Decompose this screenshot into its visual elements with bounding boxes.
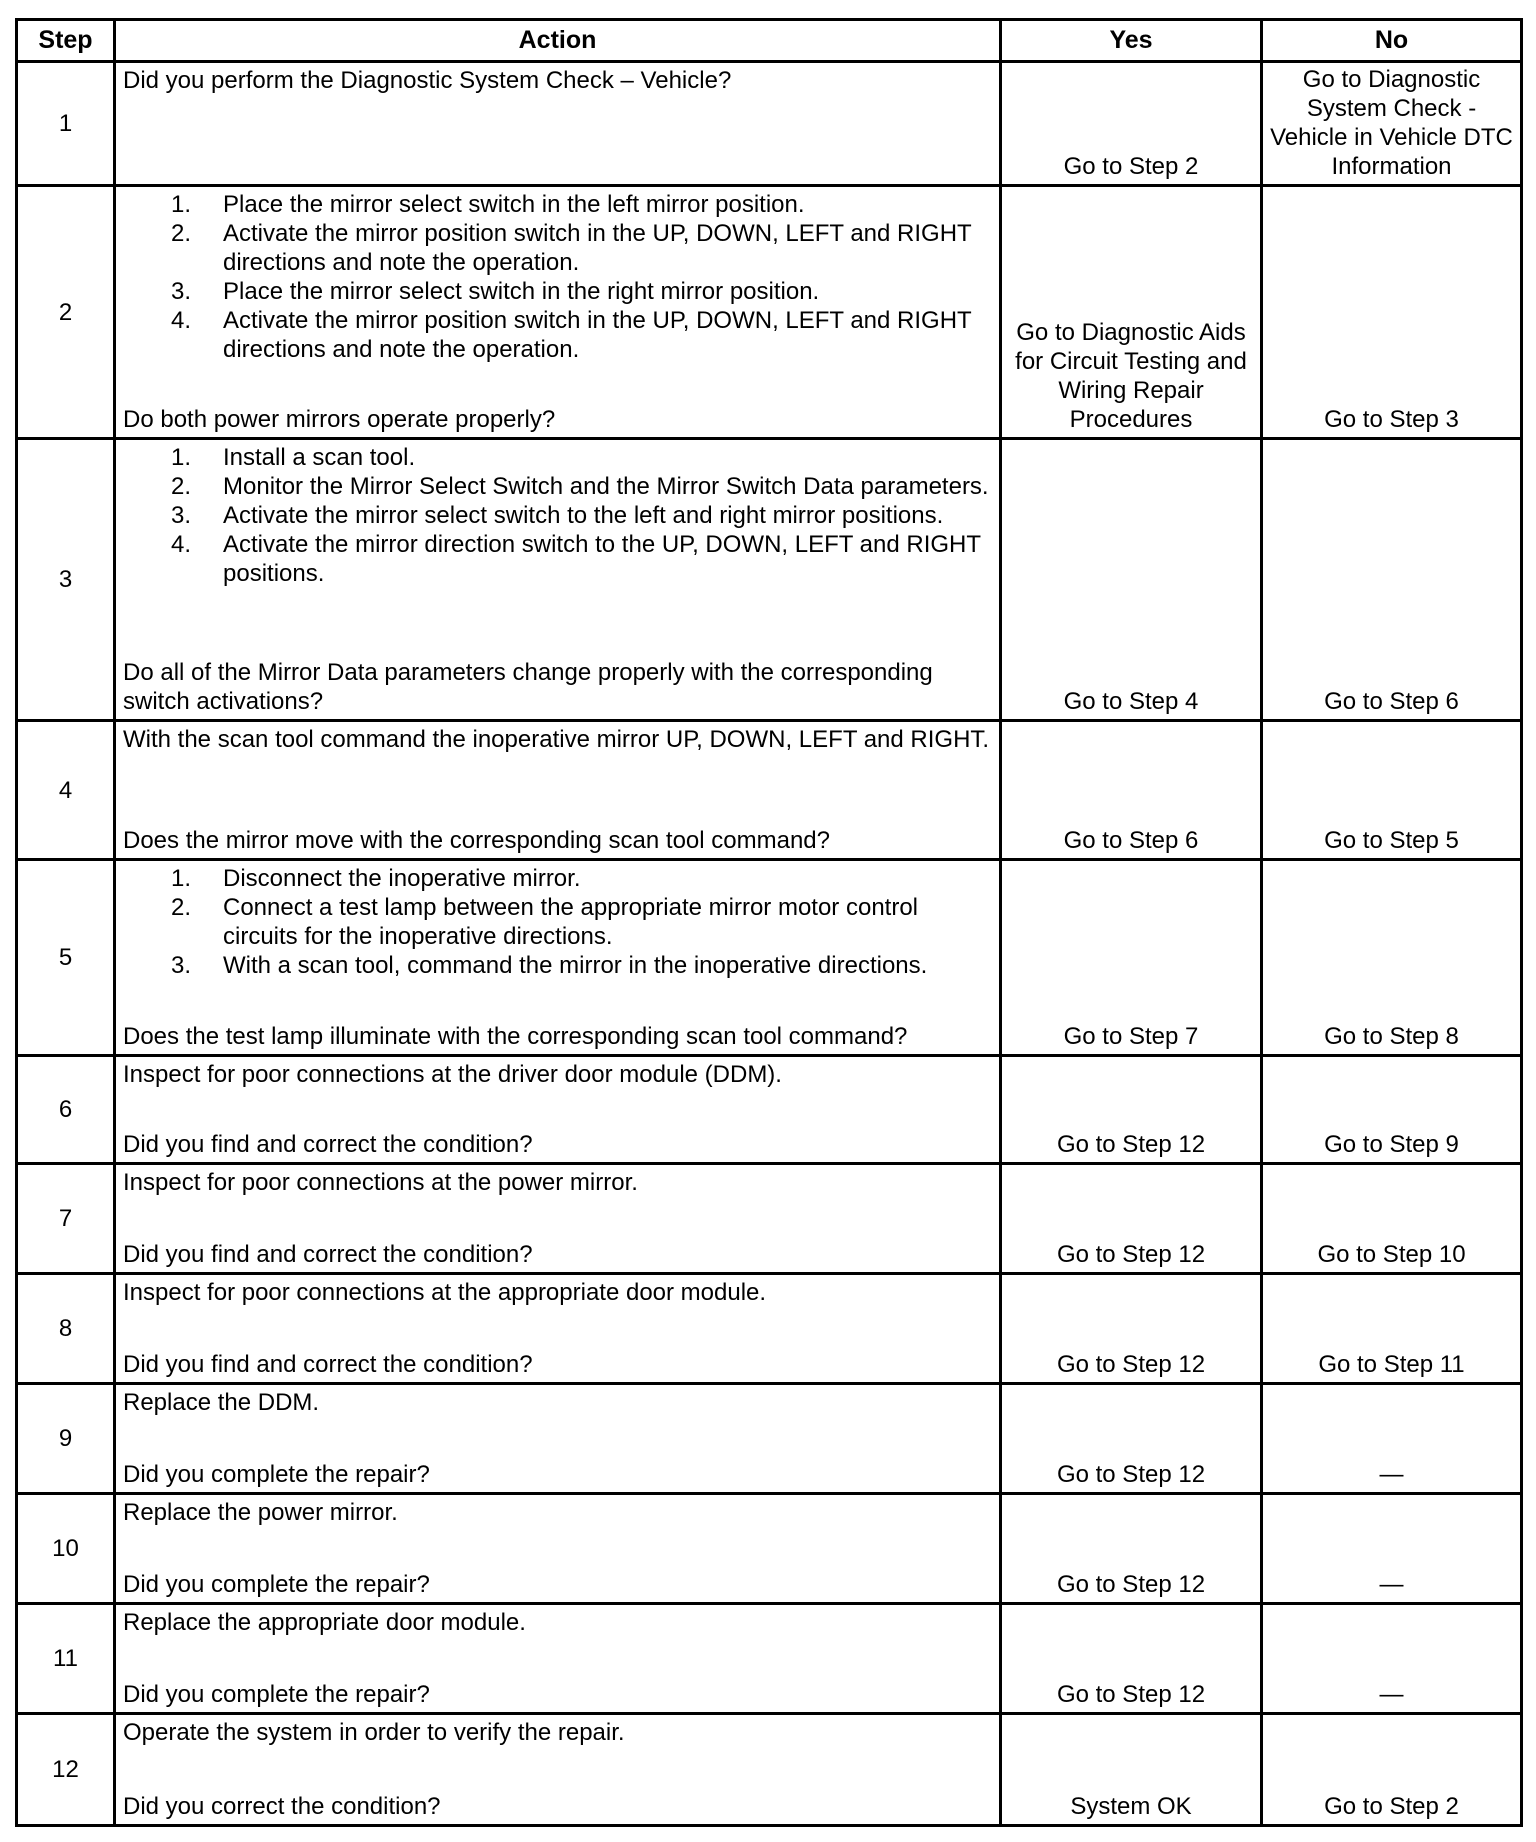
table-row xyxy=(17,439,1522,721)
action-question: Did you find and correct the condition? xyxy=(123,1351,533,1378)
yes-result: System OK xyxy=(1001,1714,1262,1826)
step-number: 5 xyxy=(17,860,115,1056)
list-item-number: 3. xyxy=(171,952,192,979)
list-item xyxy=(123,306,993,364)
action-cell xyxy=(115,1714,1001,1826)
action-cell xyxy=(115,860,1001,1056)
action-instructions xyxy=(123,1718,993,1747)
action-question: Did you correct the condition? xyxy=(123,1793,441,1820)
action-instructions xyxy=(123,190,993,364)
step-number: 8 xyxy=(17,1274,115,1384)
table-row xyxy=(17,1384,1522,1494)
action-step-list xyxy=(123,864,993,980)
table-body xyxy=(17,62,1522,1826)
no-result: — xyxy=(1262,1604,1522,1714)
list-item-number: 2. xyxy=(171,894,192,921)
list-item-number: 4. xyxy=(171,531,192,558)
yes-result: Go to Step 6 xyxy=(1001,721,1262,860)
step-number: 6 xyxy=(17,1056,115,1164)
action-question: Did you complete the repair? xyxy=(123,1571,430,1598)
list-item xyxy=(123,219,993,277)
yes-result: Go to Diagnostic Aids for Circuit Testing and Wiring Repair Procedures xyxy=(1001,186,1262,439)
action-cell xyxy=(115,1494,1001,1604)
list-item-text: Place the mirror select switch in the left mirror position. xyxy=(223,191,805,218)
no-result: Go to Step 10 xyxy=(1262,1164,1522,1274)
action-text: Inspect for poor connections at the power mirror. xyxy=(123,1169,638,1196)
list-item-text: Install a scan tool. xyxy=(223,444,416,471)
action-cell xyxy=(115,1604,1001,1714)
action-instructions xyxy=(123,1168,993,1197)
action-cell xyxy=(115,186,1001,439)
action-step-list xyxy=(123,190,993,364)
yes-result: Go to Step 4 xyxy=(1001,439,1262,721)
list-item xyxy=(123,864,993,893)
table-row xyxy=(17,1274,1522,1384)
action-question: Do both power mirrors operate properly? xyxy=(123,406,556,433)
list-item xyxy=(123,530,993,588)
list-item-text: Activate the mirror position switch in the UP, DOWN, LEFT and RIGHT directions and note the operation. xyxy=(223,307,972,363)
list-item-number: 3. xyxy=(171,278,192,305)
list-item-text: Activate the mirror direction switch to the UP, DOWN, LEFT and RIGHT positions. xyxy=(223,531,981,587)
action-instructions xyxy=(123,1498,993,1527)
action-question: Did you find and correct the condition? xyxy=(123,1241,533,1268)
action-cell xyxy=(115,62,1001,186)
action-cell xyxy=(115,1274,1001,1384)
action-text: Replace the DDM. xyxy=(123,1389,320,1416)
yes-result: Go to Step 12 xyxy=(1001,1274,1262,1384)
list-item-text: Disconnect the inoperative mirror. xyxy=(223,865,581,892)
action-instructions xyxy=(123,1388,993,1417)
list-item-text: With a scan tool, command the mirror in the inoperative directions. xyxy=(223,952,928,979)
action-question: Does the test lamp illuminate with the corresponding scan tool command? xyxy=(123,1023,908,1050)
header-step: Step xyxy=(17,20,115,62)
yes-result: Go to Step 12 xyxy=(1001,1604,1262,1714)
step-number: 3 xyxy=(17,439,115,721)
list-item-number: 4. xyxy=(171,307,192,334)
no-result: Go to Step 6 xyxy=(1262,439,1522,721)
action-text: Replace the power mirror. xyxy=(123,1499,398,1526)
action-question: Did you complete the repair? xyxy=(123,1461,430,1488)
table-row xyxy=(17,1714,1522,1826)
list-item xyxy=(123,951,993,980)
list-item xyxy=(123,443,993,472)
step-number: 2 xyxy=(17,186,115,439)
action-instructions xyxy=(123,864,993,980)
action-cell xyxy=(115,1164,1001,1274)
list-item xyxy=(123,472,993,501)
no-result: Go to Step 8 xyxy=(1262,860,1522,1056)
action-instructions xyxy=(123,1060,993,1089)
table-row xyxy=(17,1494,1522,1604)
step-number: 12 xyxy=(17,1714,115,1826)
yes-result: Go to Step 12 xyxy=(1001,1384,1262,1494)
yes-result: Go to Step 12 xyxy=(1001,1494,1262,1604)
table-row xyxy=(17,1056,1522,1164)
action-instructions xyxy=(123,443,993,588)
action-cell xyxy=(115,439,1001,721)
no-result: Go to Step 11 xyxy=(1262,1274,1522,1384)
no-result: Go to Step 2 xyxy=(1262,1714,1522,1826)
no-result: — xyxy=(1262,1494,1522,1604)
action-question: Did you find and correct the condition? xyxy=(123,1131,533,1158)
yes-result: Go to Step 2 xyxy=(1001,62,1262,186)
list-item-text: Connect a test lamp between the appropriate mirror motor control circuits for the inoperative directions. xyxy=(223,894,919,950)
yes-result: Go to Step 7 xyxy=(1001,860,1262,1056)
action-text: Inspect for poor connections at the appropriate door module. xyxy=(123,1279,767,1306)
action-text: Inspect for poor connections at the driver door module (DDM). xyxy=(123,1061,782,1088)
step-number: 10 xyxy=(17,1494,115,1604)
list-item-number: 1. xyxy=(171,191,192,218)
no-result: Go to Step 5 xyxy=(1262,721,1522,860)
action-cell xyxy=(115,1384,1001,1494)
step-number: 4 xyxy=(17,721,115,860)
list-item-number: 1. xyxy=(171,865,192,892)
table-row xyxy=(17,860,1522,1056)
action-instructions xyxy=(123,1608,993,1637)
list-item-number: 1. xyxy=(171,444,192,471)
list-item-text: Place the mirror select switch in the right mirror position. xyxy=(223,278,820,305)
action-instructions xyxy=(123,1278,993,1307)
table-row xyxy=(17,1164,1522,1274)
no-result: Go to Diagnostic System Check - Vehicle in Vehicle DTC Information xyxy=(1262,62,1522,186)
action-instructions xyxy=(123,725,993,754)
table-row xyxy=(17,186,1522,439)
no-result: — xyxy=(1262,1384,1522,1494)
action-cell xyxy=(115,1056,1001,1164)
step-number: 9 xyxy=(17,1384,115,1494)
yes-result: Go to Step 12 xyxy=(1001,1164,1262,1274)
action-text: With the scan tool command the inoperative mirror UP, DOWN, LEFT and RIGHT. xyxy=(123,726,990,753)
action-text: Did you perform the Diagnostic System Check – Vehicle? xyxy=(123,67,732,94)
header-row xyxy=(17,20,1522,62)
list-item-number: 2. xyxy=(171,220,192,247)
list-item xyxy=(123,893,993,951)
list-item-text: Activate the mirror position switch in the UP, DOWN, LEFT and RIGHT directions and note the operation. xyxy=(223,220,972,276)
action-text: Operate the system in order to verify the repair. xyxy=(123,1719,625,1746)
yes-result: Go to Step 12 xyxy=(1001,1056,1262,1164)
list-item-text: Activate the mirror select switch to the left and right mirror positions. xyxy=(223,502,944,529)
action-question: Does the mirror move with the corresponding scan tool command? xyxy=(123,827,830,854)
action-question: Did you complete the repair? xyxy=(123,1681,430,1708)
header-action: Action xyxy=(115,20,1001,62)
list-item xyxy=(123,190,993,219)
diagnostic-table xyxy=(15,18,1523,1827)
list-item-number: 2. xyxy=(171,473,192,500)
table-row xyxy=(17,721,1522,860)
list-item xyxy=(123,277,993,306)
table-row xyxy=(17,62,1522,186)
header-yes: Yes xyxy=(1001,20,1262,62)
action-step-list xyxy=(123,443,993,588)
action-question: Do all of the Mirror Data parameters change properly with the corresponding switch activations? xyxy=(123,659,933,715)
step-number: 11 xyxy=(17,1604,115,1714)
action-instructions xyxy=(123,66,993,95)
list-item xyxy=(123,501,993,530)
step-number: 1 xyxy=(17,62,115,186)
step-number: 7 xyxy=(17,1164,115,1274)
no-result: Go to Step 9 xyxy=(1262,1056,1522,1164)
action-text: Replace the appropriate door module. xyxy=(123,1609,526,1636)
list-item-number: 3. xyxy=(171,502,192,529)
no-result: Go to Step 3 xyxy=(1262,186,1522,439)
header-no: No xyxy=(1262,20,1522,62)
list-item-text: Monitor the Mirror Select Switch and the Mirror Switch Data parameters. xyxy=(223,473,989,500)
table-row xyxy=(17,1604,1522,1714)
action-cell xyxy=(115,721,1001,860)
